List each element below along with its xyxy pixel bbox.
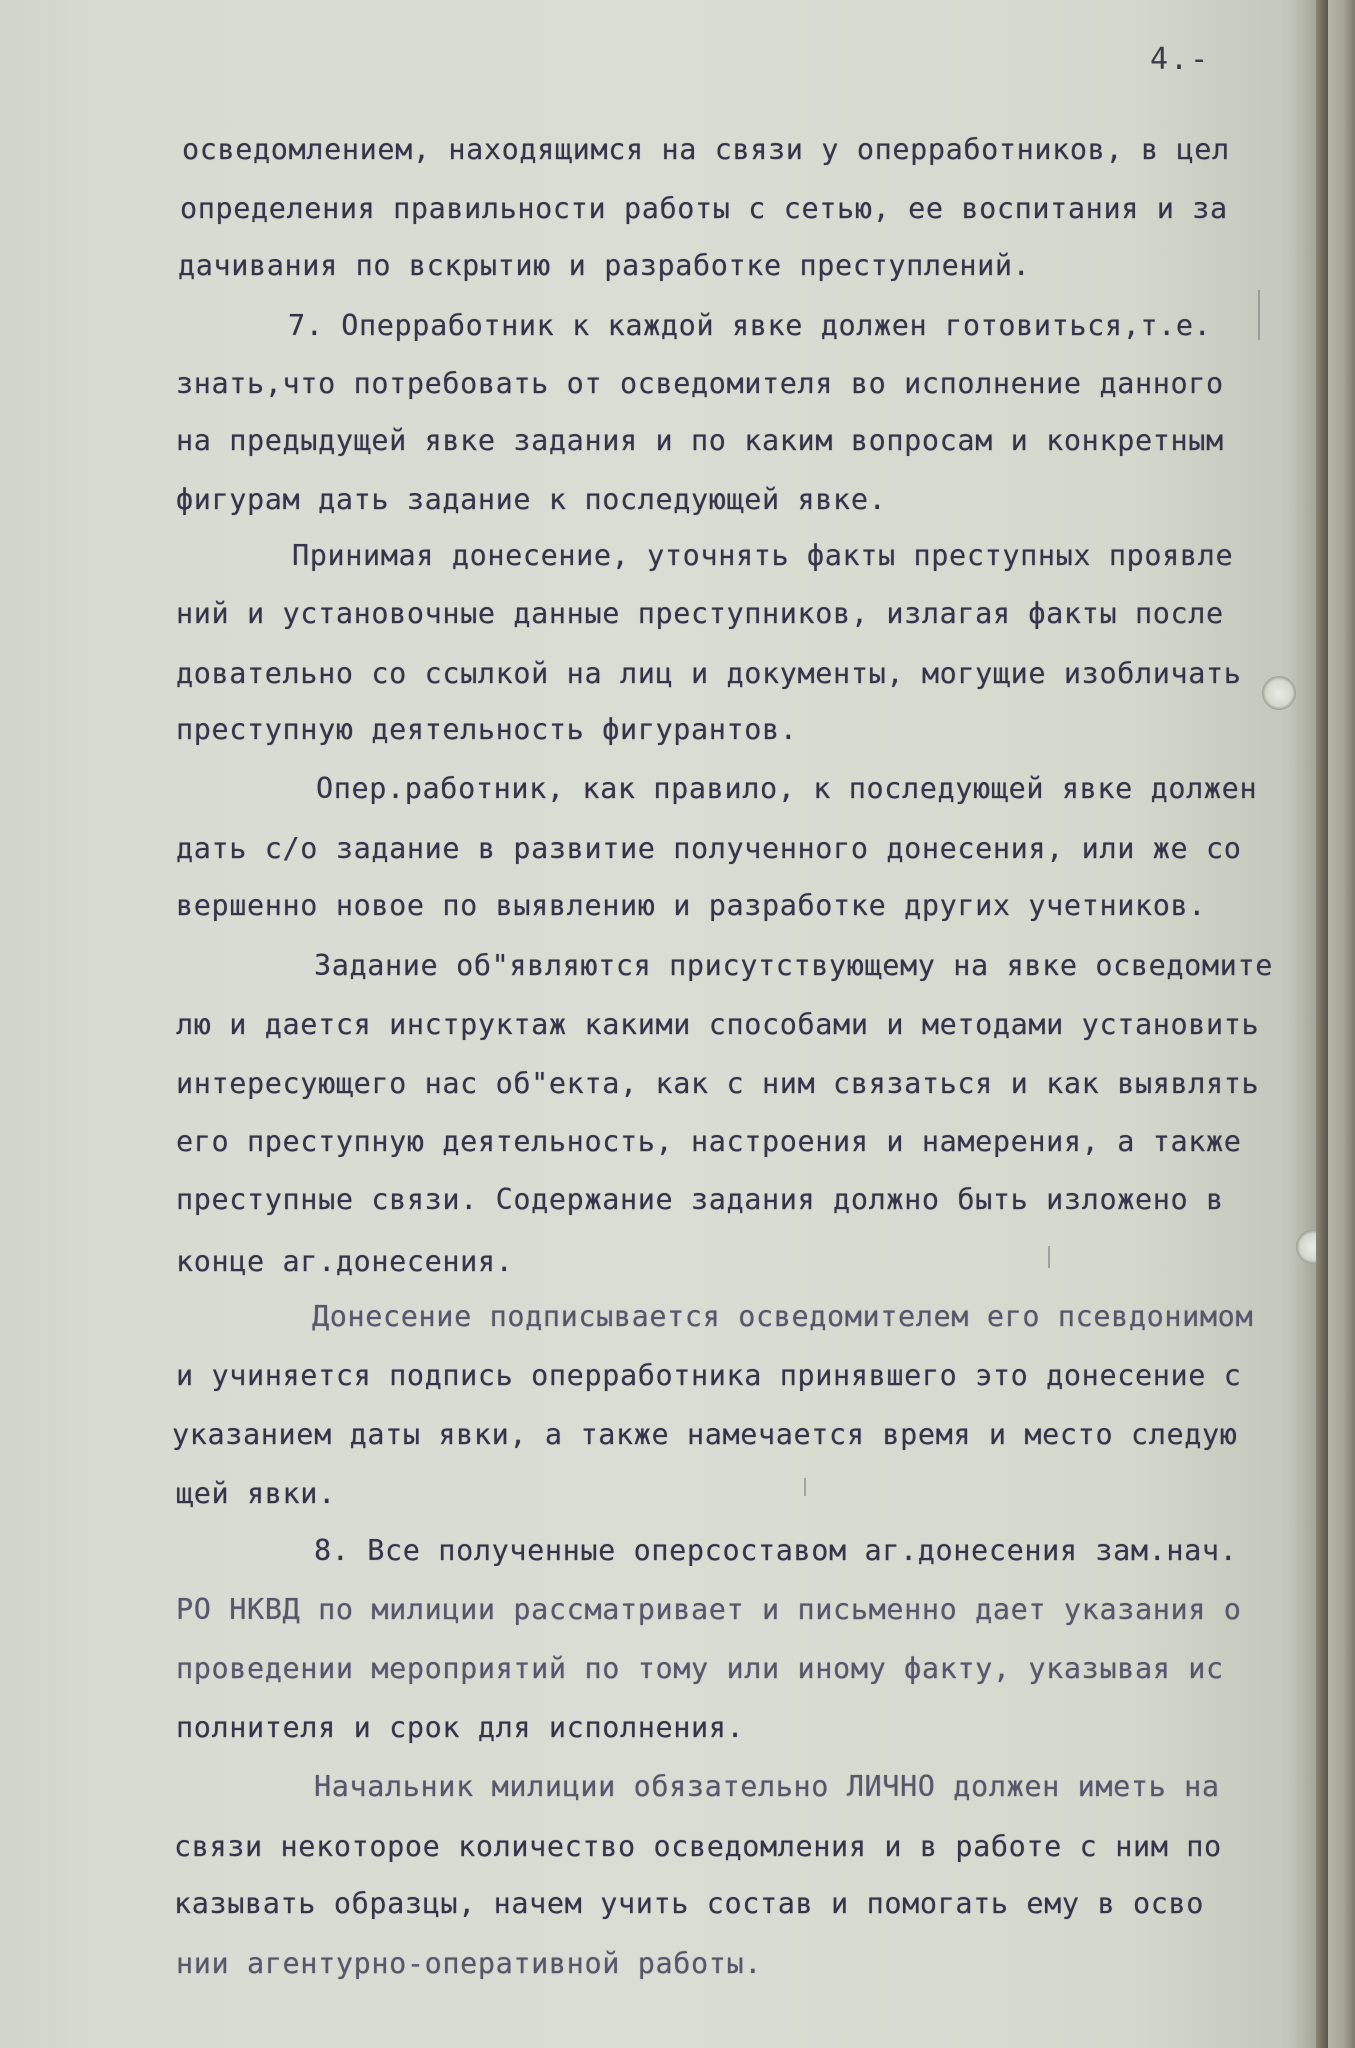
text-line: лю и дается инструктаж какими способами и методами установить [176,1008,1260,1041]
text-line: и учиняется подпись оперработника принявшего это донесение с [176,1359,1242,1392]
text-line: Принимая донесение, уточнять факты преступных проявле [292,539,1234,572]
paper-mark [804,1478,806,1496]
paper-mark [1048,1246,1050,1268]
text-line: дать с/о задание в развитие полученного донесения, или же со [176,832,1242,865]
text-line: определения правильности работы с сетью, ее воспитания и за [180,192,1228,225]
text-line: знать,что потребовать от осведомителя во исполнение данного [176,367,1224,400]
text-line: Донесение подписывается осведомителем его псевдонимом [312,1300,1254,1333]
page-edge-shadow [1316,0,1328,2048]
text-line: 7. Оперработник к каждой явке должен готовиться,т.е. [288,309,1212,342]
text-line: осведомлением, находящимся на связи у оперработников, в цел [182,133,1230,166]
text-line: довательно со ссылкой на лиц и документы, могущие изобличать [176,657,1242,690]
text-line: ний и установочные данные преступников, излагая факты после [176,597,1224,630]
text-line: дачивания по вскрытию и разработке преступлений. [178,249,1031,282]
text-line: преступные связи. Содержание задания должно быть изложено в [176,1183,1224,1216]
text-line: фигурам дать задание к последующей явке. [176,483,887,516]
text-line: конце аг.донесения. [176,1245,514,1278]
text-line: нии агентурно-оперативной работы. [176,1947,763,1980]
text-line: указанием даты явки, а также намечается время и место следую [172,1418,1238,1451]
text-line: РО НКВД по милиции рассматривает и письменно дает указания о [176,1593,1242,1626]
punch-hole-top [1262,676,1296,710]
text-line: проведении мероприятий по тому или иному факту, указывая ис [176,1652,1224,1685]
text-line: полнителя и срок для исполнения. [176,1711,745,1744]
underlying-page-edge [1328,0,1355,2048]
text-line: его преступную деятельность, настроения и намерения, а также [176,1125,1242,1158]
text-line: преступную деятельность фигурантов. [176,713,798,746]
text-line: связи некоторое количество осведомления и в работе с ним по [174,1830,1222,1863]
text-line: 8. Все полученные оперсоставом аг.донесения зам.нач. [314,1534,1238,1567]
text-line: Начальник милиции обязательно ЛИЧНО должен иметь на [314,1770,1220,1803]
text-line: интересующего нас об"екта, как с ним связаться и как выявлять [176,1067,1260,1100]
text-line: щей явки. [176,1477,336,1510]
page-number: 4.- [1150,42,1211,77]
text-line: вершенно новое по выявлению и разработке других учетников. [176,889,1206,922]
text-line: казывать образцы, начем учить состав и помогать ему в осво [174,1887,1204,1920]
text-line: Опер.работник, как правило, к последующей явке должен [316,772,1258,805]
text-line: на предыдущей явке задания и по каким вопросам и конкретным [176,424,1224,457]
text-line: Задание об"являются присутствующему на явке осведомите [314,949,1273,982]
paper-mark [1258,290,1260,340]
